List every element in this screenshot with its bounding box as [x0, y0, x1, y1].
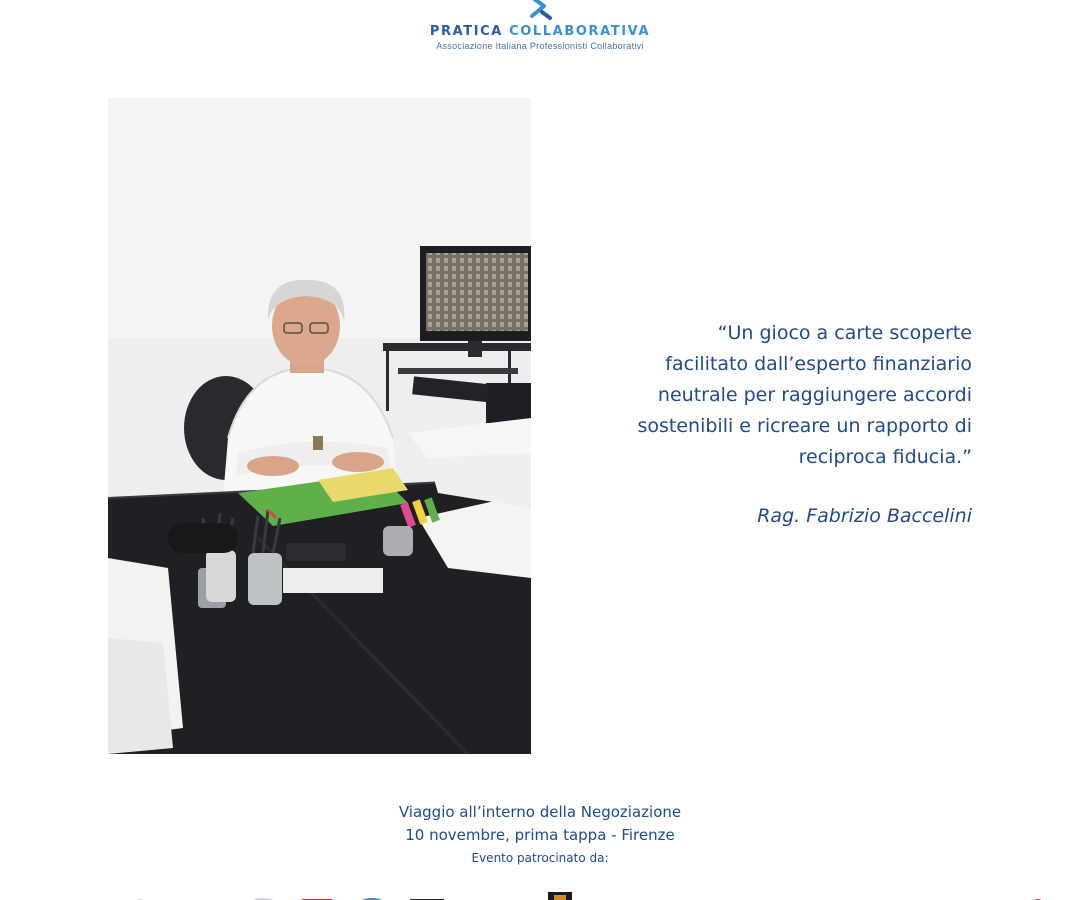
quote-line: sostenibili e ricreare un rapporto di — [637, 415, 972, 437]
quote-line: neutrale per raggiungere accordi — [657, 384, 972, 406]
brand-tagline: Associazione Italiana Professionisti Collaborativi — [436, 41, 644, 51]
sponsor-logo — [466, 892, 536, 900]
quote-line: reciproca fiducia.” — [798, 446, 972, 468]
quote-line: “Un gioco a carte scoperte — [717, 322, 972, 344]
sponsor-logo — [1030, 892, 1046, 900]
event-info — [0, 801, 1080, 869]
quote-author: Rag. Fabrizio Baccelini — [757, 505, 972, 527]
brand-name-part1: PRATICA — [429, 24, 503, 39]
sponsor-logo — [410, 892, 444, 900]
header-logo — [0, 0, 1080, 60]
sponsor-logo — [302, 892, 332, 900]
brand-name — [0, 24, 1080, 39]
office-photo — [108, 98, 531, 754]
quote-line: facilitato dall’esperto finanziario — [665, 353, 972, 375]
sponsor-logo — [357, 892, 387, 900]
event-date: 10 novembre, prima tappa - Firenze — [405, 826, 675, 844]
sponsor-logo — [248, 892, 278, 900]
logo-mark-icon — [524, 0, 556, 24]
event-title: Viaggio all’interno della Negoziazione — [398, 803, 682, 821]
sponsor-logos — [0, 886, 1080, 900]
sponsor-logo — [548, 892, 572, 900]
brand-name-part2: COLLABORATIVA — [509, 24, 651, 39]
sponsor-logo — [840, 892, 880, 900]
quote-block — [590, 318, 972, 473]
event-sponsor-label: Evento patrocinato da: — [471, 851, 609, 865]
sponsor-logo — [130, 892, 150, 900]
